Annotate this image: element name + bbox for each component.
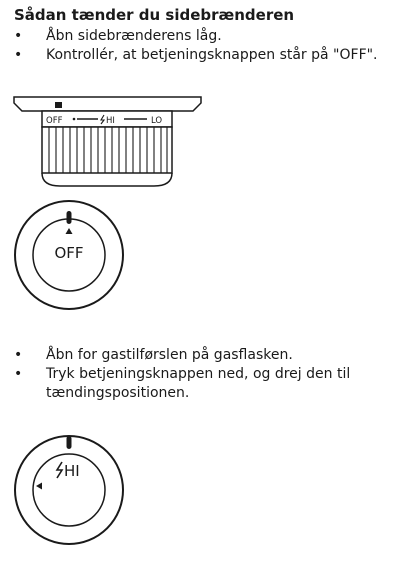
bullet-icon: • — [14, 47, 23, 63]
instruction-heading: Sådan tænder du sidebrænderen — [14, 6, 295, 24]
step-text: Åbn for gastilførslen på gasflasken. — [46, 347, 293, 363]
bullet-icon: • — [14, 347, 23, 363]
indicator-mark-icon — [55, 102, 62, 108]
step-text: Kontrollér, at betjeningsknappen står på "OFF". — [46, 47, 378, 63]
list-item — [14, 346, 409, 365]
indicator-mark-icon — [67, 211, 72, 224]
dial-label: OFF — [54, 244, 84, 262]
knob-label-off: OFF — [46, 116, 63, 126]
pointer-triangle-icon — [66, 228, 73, 234]
step-text: Åbn sidebrænderens låg. — [46, 28, 222, 44]
bullet-icon: • — [14, 366, 23, 382]
indicator-mark-icon — [67, 436, 72, 449]
dial-label: HI — [64, 462, 80, 480]
step-list-2 — [14, 346, 409, 403]
flame-icon — [57, 462, 62, 478]
pointer-triangle-icon — [36, 483, 42, 490]
knob-label-lo: LO — [151, 116, 163, 126]
dial-hi-illustration — [15, 436, 123, 544]
knob-side-illustration — [14, 97, 201, 186]
bullet-icon: • — [14, 28, 23, 44]
step-text: Tryk betjeningsknappen ned, og drej den til tændingspositionen. — [46, 366, 351, 401]
knob-label-hi: HI — [106, 116, 115, 126]
list-item — [14, 365, 409, 403]
